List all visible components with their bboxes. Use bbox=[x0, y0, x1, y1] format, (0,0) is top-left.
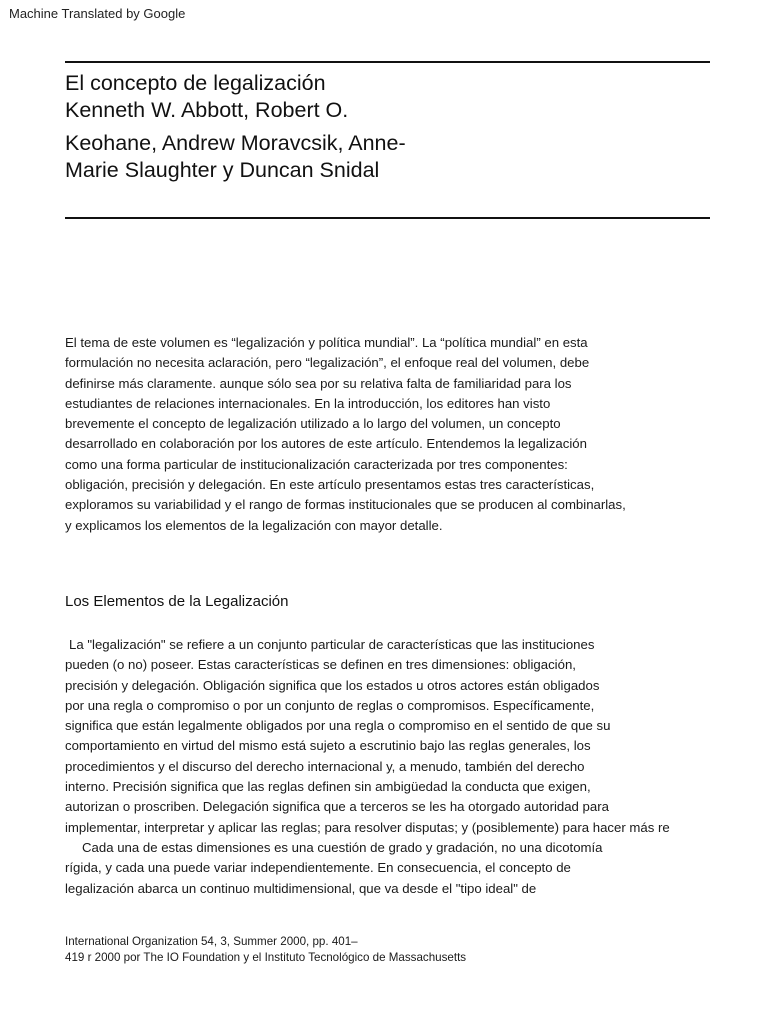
title-bottom-rule bbox=[65, 217, 710, 219]
paragraph-line: precisión y delegación. Obligación significa que los estados u otros actores están obligados bbox=[65, 677, 600, 693]
title-top-rule bbox=[65, 61, 710, 63]
citation-line-2: 419 r 2000 por The IO Foundation y el Instituto Tecnológico de Massachusetts bbox=[65, 951, 467, 964]
section-heading: Los Elementos de la Legalización bbox=[65, 593, 289, 610]
paragraph-line: exploramos su variabilidad y el rango de formas institucionales que se producen al combinarlas, bbox=[65, 497, 626, 513]
citation-footer bbox=[65, 934, 466, 966]
paragraph-line: pueden (o no) poseer. Estas características se definen en tres dimensiones: obligación, bbox=[65, 657, 576, 673]
paragraph-line: como una forma particular de institucionalización caracterizada por tres componentes: bbox=[65, 456, 568, 472]
paragraph-line: estudiantes de relaciones internacionales. En la introducción, los editores han visto bbox=[65, 395, 551, 411]
citation-line-1: International Organization 54, 3, Summer 2000, pp. 401– bbox=[65, 935, 358, 948]
paragraph-line: El tema de este volumen es “legalización y política mundial”. La “política mundial” en esta bbox=[65, 335, 588, 350]
paragraph-line: definirse más claramente. aunque sólo sea por su relativa falta de familiaridad para los bbox=[65, 375, 572, 391]
authors-line-1: Kenneth W. Abbott, Robert O. bbox=[65, 98, 349, 122]
document-title: El concepto de legalización bbox=[65, 71, 326, 95]
paragraph-line: comportamiento en virtud del mismo está sujeto a escrutinio bajo las reglas generales, los bbox=[65, 738, 591, 754]
paragraph-line: La "legalización" se refiere a un conjunto particular de características que las instituciones bbox=[69, 637, 595, 652]
section-paragraph bbox=[65, 635, 670, 899]
paragraph-line: procedimientos y el discurso del derecho internacional y, a menudo, también del derecho bbox=[65, 758, 585, 774]
authors-line-3: Marie Slaughter y Duncan Snidal bbox=[65, 158, 380, 182]
paragraph-line: obligación, precisión y delegación. En este artículo presentamos estas tres características, bbox=[65, 477, 595, 493]
paragraph-line: desarrollado en colaboración por los autores de este artículo. Entendemos la legalización bbox=[65, 436, 587, 452]
title-block bbox=[65, 70, 715, 184]
paragraph-line: brevemente el concepto de legalización utilizado a lo largo del volumen, un concepto bbox=[65, 416, 561, 432]
paragraph-line: interno. Precisión significa que las reglas definen sin ambigüedad la conducta que exigen, bbox=[65, 779, 591, 795]
paragraph-line: implementar, interpretar y aplicar las reglas; para resolver disputas; y (posiblemente) para hacer más re bbox=[65, 819, 670, 835]
paragraph-line: autorizan o proscriben. Delegación significa que a terceros se les ha otorgado autoridad para bbox=[65, 799, 609, 815]
intro-paragraph bbox=[65, 333, 626, 536]
paragraph-line: Cada una de estas dimensiones es una cuestión de grado y gradación, no una dicotomía bbox=[82, 839, 603, 855]
paragraph-line: legalización abarca un continuo multidimensional, que va desde el "tipo ideal" de bbox=[65, 880, 537, 896]
machine-translation-banner: Machine Translated by Google bbox=[9, 6, 186, 21]
paragraph-line: formulación no necesita aclaración, pero “legalización”, el enfoque real del volumen, debe bbox=[65, 355, 590, 371]
paragraph-line: rígida, y cada una puede variar independientemente. En consecuencia, el concepto de bbox=[65, 860, 571, 876]
paragraph-line: significa que están legalmente obligados por una regla o compromiso en el sentido de que su bbox=[65, 718, 611, 734]
paragraph-line: y explicamos los elementos de la legalización con mayor detalle. bbox=[65, 517, 443, 533]
paragraph-line: por una regla o compromiso o por un conjunto de reglas o compromisos. Específicamente, bbox=[65, 697, 595, 713]
authors-line-2: Keohane, Andrew Moravcsik, Anne- bbox=[65, 131, 406, 155]
